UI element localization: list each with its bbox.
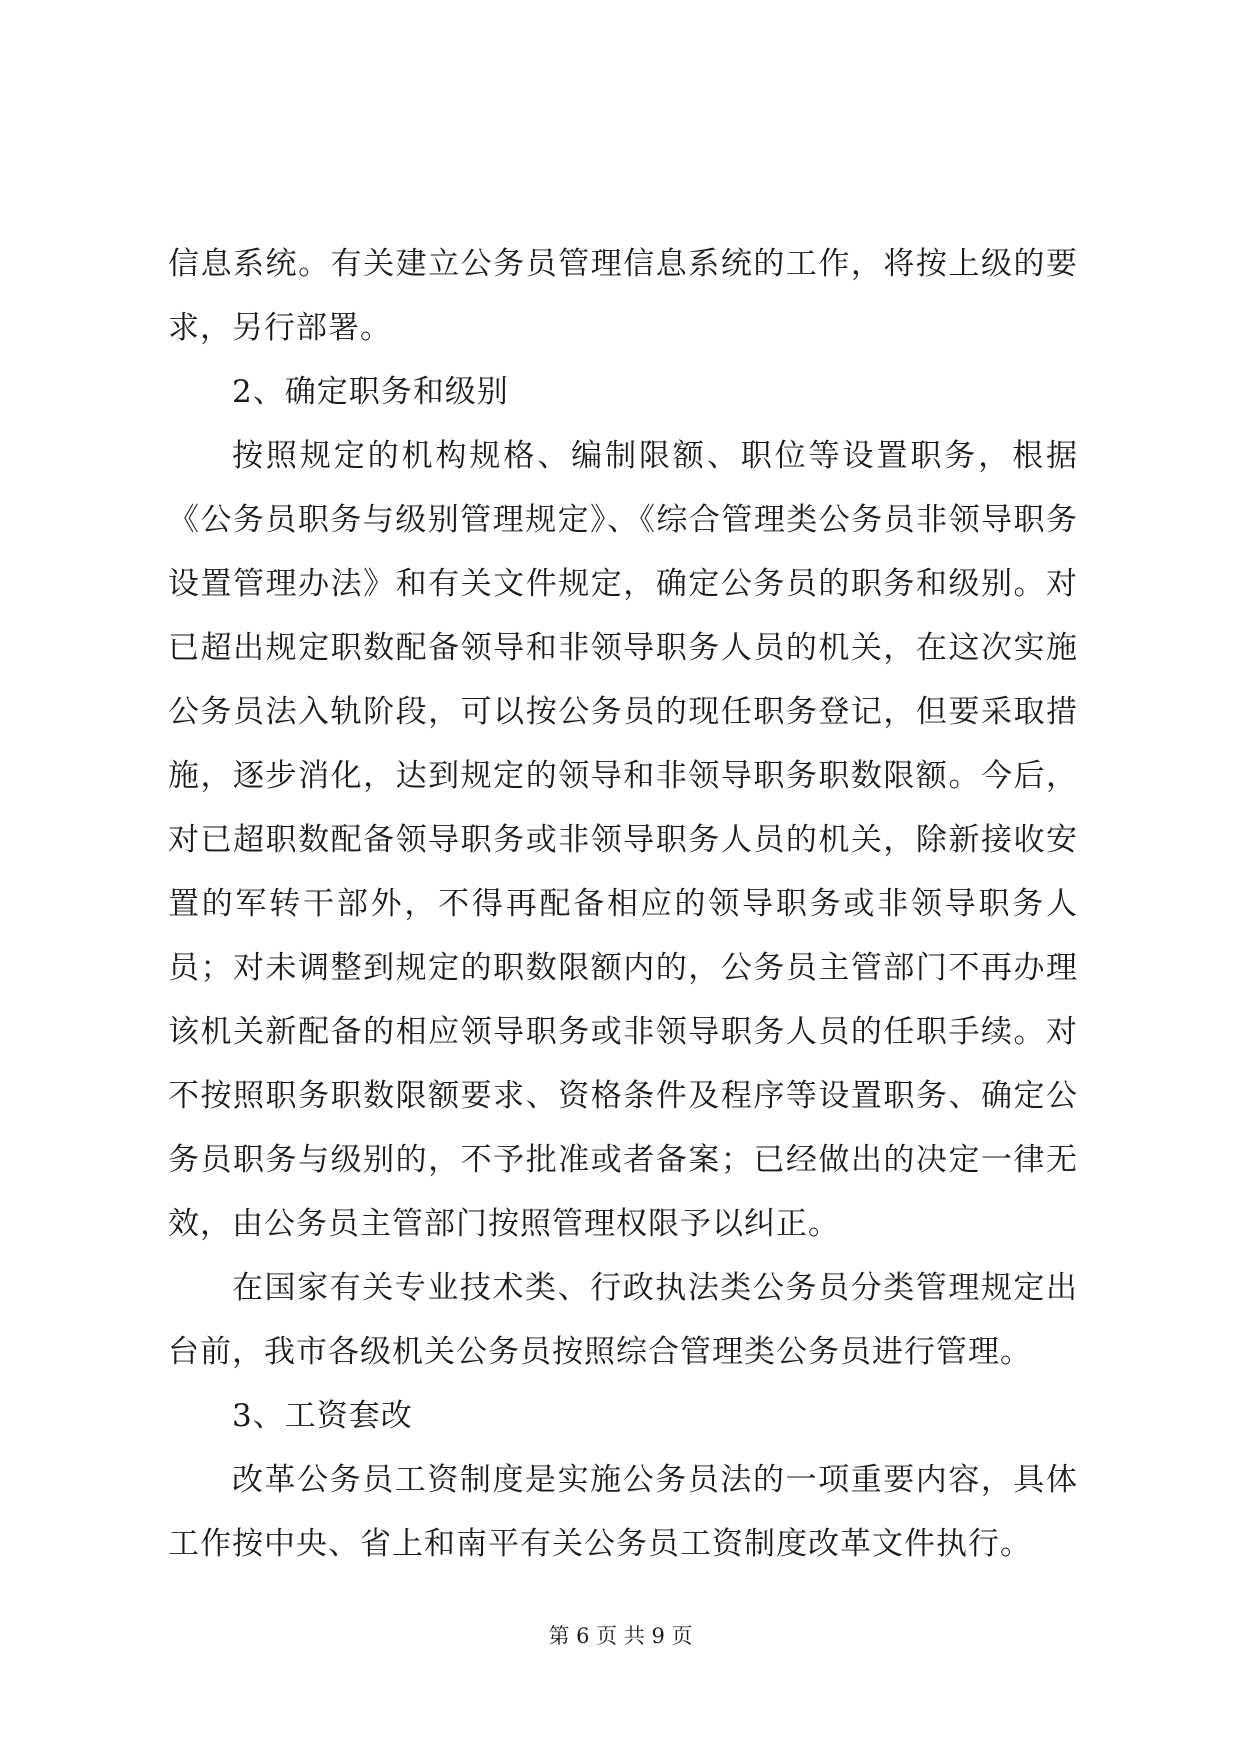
paragraph-1: 信息系统。有关建立公务员管理信息系统的工作，将按上级的要求，另行部署。 (168, 246, 1078, 346)
paragraph-2: 按照规定的机构规格、编制限额、职位等设置职务，根据《公务员职务与级别管理规定》、《综合管理类公务员非领导职务设置管理办法》和有关文件规定，确定公务员的职务和级别。对已超出规定职数配备领导和非领导职务人员的机关，在这次实施公务员法入轨阶段，可以按公务员的现任职务登记，但要采取措施，逐步消化，达到规定的领导和非领导职务职数限额。今后，对已超职数配备领导职务或非领导职务人员的机关，除新接收安置的军转干部外，不得再配备相应的领导职务或非领导职务人员；对未调整到规定的职数限额内的，公务员主管部门不再办理该机关新配备的相应领导职务或非领导职务人员的任职手续。对不按照职务职数限额要求、资格条件及程序等设置职务、确定公务员职务与级别的，不予批准或者备案；已经做出的决定一律无效，由公务员主管部门按照管理权限予以纠正。 (168, 438, 1078, 1242)
section-heading-2: 2、确定职务和级别 (232, 374, 509, 410)
page-number-footer: 第 6 页 共 9 页 (548, 1624, 693, 1648)
section-heading-3: 3、工资套改 (232, 1398, 413, 1434)
document-body (168, 232, 1078, 1576)
paragraph-3: 在国家有关专业技术类、行政执法类公务员分类管理规定出台前，我市各级机关公务员按照综合管理类公务员进行管理。 (168, 1270, 1078, 1370)
paragraph-4: 改革公务员工资制度是实施公务员法的一项重要内容，具体工作按中央、省上和南平有关公务员工资制度改革文件执行。 (168, 1462, 1078, 1562)
